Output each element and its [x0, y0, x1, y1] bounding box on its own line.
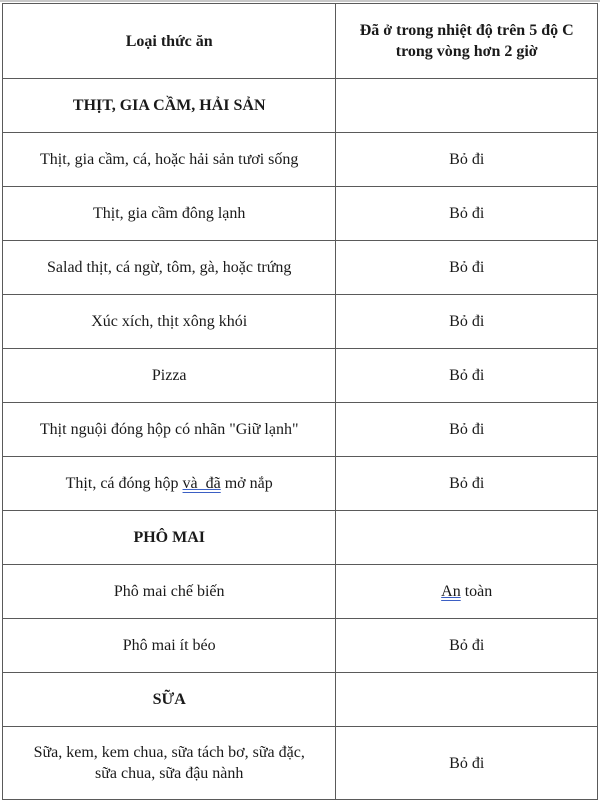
- table-row: [3, 133, 598, 187]
- food-line-1: Sữa, kem, kem chua, sữa tách bơ, sữa đặc,: [33, 744, 305, 761]
- spellcheck-marked-text: và đã: [182, 475, 221, 492]
- food-cell: Salad thịt, cá ngừ, tôm, gà, hoặc trứng: [3, 241, 336, 295]
- food-text-pre: Thịt, cá đóng hộp: [65, 475, 183, 492]
- spellcheck-marked-text: An: [441, 583, 461, 600]
- food-cell: Phô mai ít béo: [3, 619, 336, 673]
- header-line-1: Đã ở trong nhiệt độ trên 5 độ C: [359, 22, 574, 39]
- action-cell: Bỏ đi: [336, 457, 598, 511]
- action-cell: Bỏ đi: [336, 241, 598, 295]
- action-cell: Bỏ đi: [336, 295, 598, 349]
- table-row: [3, 565, 598, 619]
- category-empty-cell: [336, 79, 598, 133]
- table-row: [3, 187, 598, 241]
- action-cell: [336, 565, 598, 619]
- category-meat: THỊT, GIA CẦM, HẢI SẢN: [3, 79, 336, 133]
- food-cell: [3, 457, 336, 511]
- food-safety-table: [2, 3, 598, 800]
- category-row: [3, 79, 598, 133]
- category-row: [3, 511, 598, 565]
- action-cell: Bỏ đi: [336, 349, 598, 403]
- action-text-post: toàn: [460, 583, 493, 600]
- table-row: [3, 457, 598, 511]
- food-cell: Thịt, gia cầm đông lạnh: [3, 187, 336, 241]
- action-cell: Bỏ đi: [336, 619, 598, 673]
- category-empty-cell: [336, 673, 598, 727]
- table-row: [3, 727, 598, 800]
- food-cell: Xúc xích, thịt xông khói: [3, 295, 336, 349]
- header-line-2: trong vòng hơn 2 giờ: [395, 43, 538, 60]
- food-text-post: mở nắp: [220, 475, 273, 492]
- food-cell: Pizza: [3, 349, 336, 403]
- table-row: [3, 349, 598, 403]
- table-row: [3, 619, 598, 673]
- category-empty-cell: [336, 511, 598, 565]
- food-cell: Thịt nguội đóng hộp có nhãn "Giữ lạnh": [3, 403, 336, 457]
- food-cell: Phô mai chế biến: [3, 565, 336, 619]
- category-dairy: SỮA: [3, 673, 336, 727]
- action-cell: Bỏ đi: [336, 403, 598, 457]
- action-cell: Bỏ đi: [336, 727, 598, 800]
- category-cheese: PHÔ MAI: [3, 511, 336, 565]
- table-row: [3, 403, 598, 457]
- window-top-edge: [0, 0, 600, 2]
- food-line-2: sữa chua, sữa đậu nành: [95, 765, 244, 782]
- header-food-type: Loại thức ăn: [3, 4, 336, 79]
- action-cell: Bỏ đi: [336, 133, 598, 187]
- food-cell: Thịt, gia cầm, cá, hoặc hải sản tươi sống: [3, 133, 336, 187]
- action-cell: Bỏ đi: [336, 187, 598, 241]
- category-row: [3, 673, 598, 727]
- table-header-row: [3, 4, 598, 79]
- food-cell: [3, 727, 336, 800]
- header-temperature-condition: [336, 4, 598, 79]
- table-row: [3, 241, 598, 295]
- table-row: [3, 295, 598, 349]
